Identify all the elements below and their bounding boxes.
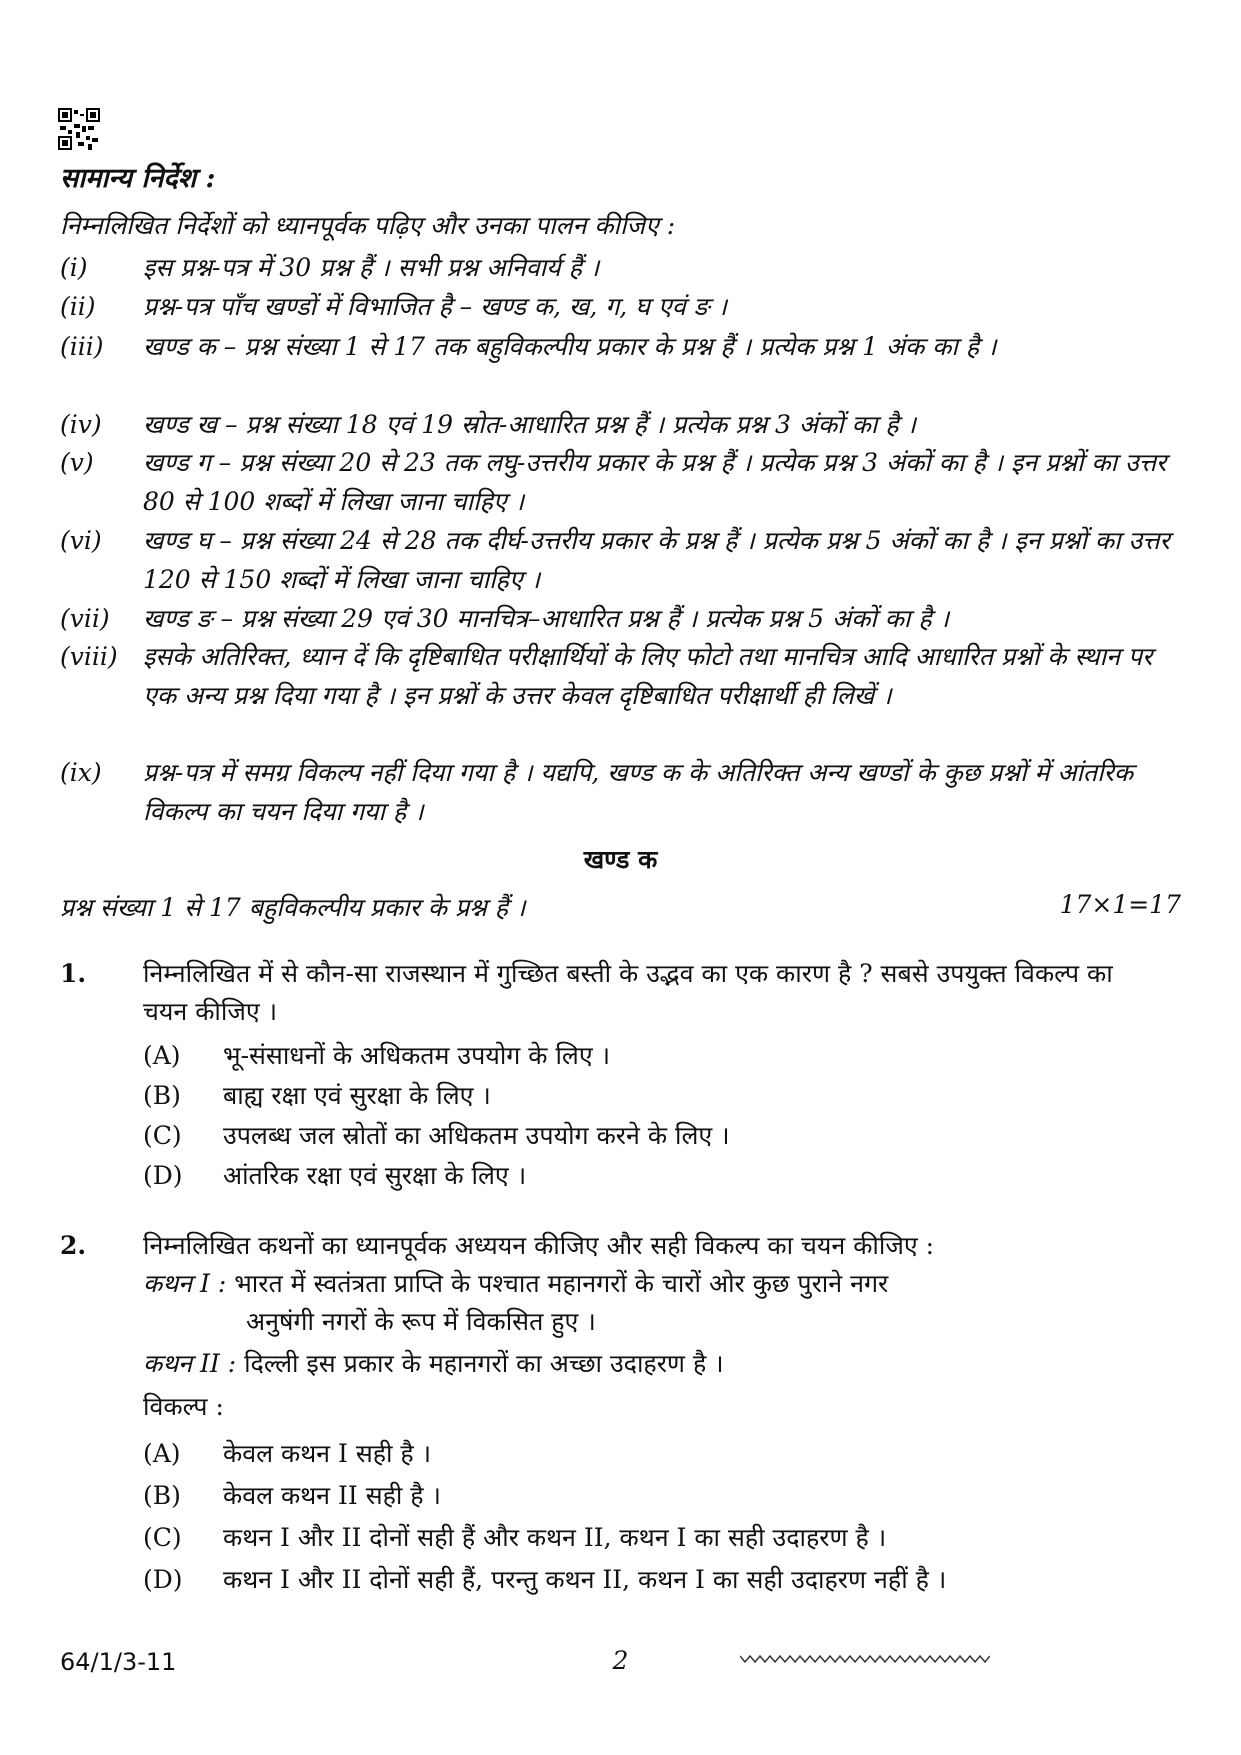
option-a [143,1436,431,1470]
instruction-text: खण्ड ख – प्रश्न संख्या 18 एवं 19 स्रोत-आधारित प्रश्न हैं । प्रत्येक प्रश्न 3 अंकों का है । [143,410,916,439]
option-label: (D) [143,1565,183,1594]
option-label: (A) [143,1439,181,1468]
option-a [143,1038,610,1072]
option-text: कथन I और II दोनों सही हैं और कथन II, कथन I का सही उदाहरण है । [223,1523,887,1552]
mcq-description: प्रश्न संख्या 1 से 17 बहुविकल्पीय प्रकार के प्रश्न हैं । [60,893,526,922]
statement-1-continued: अनुषंगी नगरों के रूप में विकसित हुए । [246,1307,596,1336]
instruction-text: प्रश्न-पत्र पाँच खण्डों में विभाजित है – खण्ड क, ख, ग, घ एवं ङ । [143,292,727,321]
option-label: (C) [143,1121,182,1150]
statement-text: भारत में स्वतंत्रता प्राप्ति के पश्चात महानगरों के चारों ओर कुछ पुराने नगर [234,1269,889,1298]
option-c [143,1118,730,1152]
instruction-number: (vi) [60,526,102,555]
question-text: निम्नलिखित कथनों का ध्यानपूर्वक अध्ययन कीजिए और सही विकल्प का चयन कीजिए : [143,1231,935,1260]
instruction-number: (i) [60,253,88,282]
instruction-number: (iii) [60,332,104,361]
option-label: (B) [143,1481,181,1510]
option-d [143,1158,526,1192]
statement-label: कथन I : [143,1269,227,1298]
options-label: विकल्प : [143,1392,224,1421]
page-number: 2 [612,1646,629,1675]
instruction-number: (v) [60,448,94,477]
option-text: कथन I और II दोनों सही हैं, परन्तु कथन II, कथन I का सही उदाहरण नहीं है । [223,1565,947,1594]
option-label: (D) [143,1161,183,1190]
statement-2 [143,1345,1133,1383]
instruction-text: खण्ड ङ – प्रश्न संख्या 29 एवं 30 मानचित्र–आधारित प्रश्न हैं । प्रत्येक प्रश्न 5 अंकों का है । [143,604,950,633]
general-instructions-heading: सामान्य निर्देश : [60,163,216,194]
instruction-text: इसके अतिरिक्त, ध्यान दें कि दृष्टिबाधित परीक्षार्थियों के लिए फोटो तथा मानचित्र आदि आधारित प्रश्नों के स्थान पर एक अन्य प्रश्न दिया गया है । इन प्रश्नों के उत्तर केवल दृष्टिबाधित परीक्षार्थी ही लिखें । [143,642,1153,710]
option-text: भू-संसाधनों के अधिकतम उपयोग के लिए । [223,1041,611,1070]
option-c [143,1520,886,1554]
section-marks: 17×1=17 [1059,890,1181,919]
option-text: आंतरिक रक्षा एवं सुरक्षा के लिए । [223,1161,527,1190]
question-number: 2. [60,1231,87,1260]
option-label: (B) [143,1081,181,1110]
option-text: उपलब्ध जल स्रोतों का अधिकतम उपयोग करने के लिए । [223,1121,730,1150]
option-label: (C) [143,1523,182,1552]
option-text: केवल कथन II सही है । [223,1481,441,1510]
instruction-text: प्रश्न-पत्र में समग्र विकल्प नहीं दिया गया है । यद्यपि, खण्ड क के अतिरिक्त अन्य खण्डों के कुछ प्रश्नों में आंतरिक विकल्प का चयन दिया गया है । [143,758,1134,826]
option-text: बाह्य रक्षा एवं सुरक्षा के लिए । [223,1081,491,1110]
question-number: 1. [60,959,87,988]
instruction-number: (iv) [60,410,102,439]
instruction-text: खण्ड क – प्रश्न संख्या 1 से 17 तक बहुविकल्पीय प्रकार के प्रश्न हैं । प्रत्येक प्रश्न 1 अंक का है । [143,332,997,361]
option-label: (A) [143,1041,181,1070]
paper-code: 64/1/3-11 [60,1648,177,1676]
instruction-number: (vii) [60,604,110,633]
option-text: केवल कथन I सही है । [223,1439,432,1468]
qr-code-icon [58,108,100,150]
instruction-number: (ii) [60,292,96,321]
statement-1 [143,1265,1133,1303]
statement-label: कथन II : [143,1349,237,1378]
instruction-text: खण्ड घ – प्रश्न संख्या 24 से 28 तक दीर्घ-उत्तरीय प्रकार के प्रश्न हैं । प्रत्येक प्रश्न 5 अंकों का है । इन प्रश्नों का उत्तर 120 से 150 शब्दों में लिखा जाना चाहिए । [143,526,1170,594]
squiggle-line-icon [740,1648,990,1668]
instruction-text: इस प्रश्न-पत्र में 30 प्रश्न हैं । सभी प्रश्न अनिवार्य हैं । [143,253,600,282]
instruction-number: (ix) [60,758,102,787]
option-b [143,1078,491,1112]
instruction-number: (viii) [60,642,118,671]
statement-text: दिल्ली इस प्रकार के महानगरों का अच्छा उदाहरण है । [244,1349,724,1378]
option-d [143,1562,946,1596]
instructions-intro: निम्नलिखित निर्देशों को ध्यानपूर्वक पढ़िए और उनका पालन कीजिए : [60,211,676,240]
instruction-text: खण्ड ग – प्रश्न संख्या 20 से 23 तक लघु-उत्तरीय प्रकार के प्रश्न हैं । प्रत्येक प्रश्न 3 अंकों का है । इन प्रश्नों का उत्तर 80 से 100 शब्दों में लिखा जाना चाहिए । [143,448,1167,516]
question-text: निम्नलिखित में से कौन-सा राजस्थान में गुच्छित बस्ती के उद्भव का एक कारण है ? सबसे उपयुक्त विकल्प का चयन कीजिए । [143,959,1113,1026]
option-b [143,1478,441,1512]
section-title: खण्ड क [583,845,658,874]
